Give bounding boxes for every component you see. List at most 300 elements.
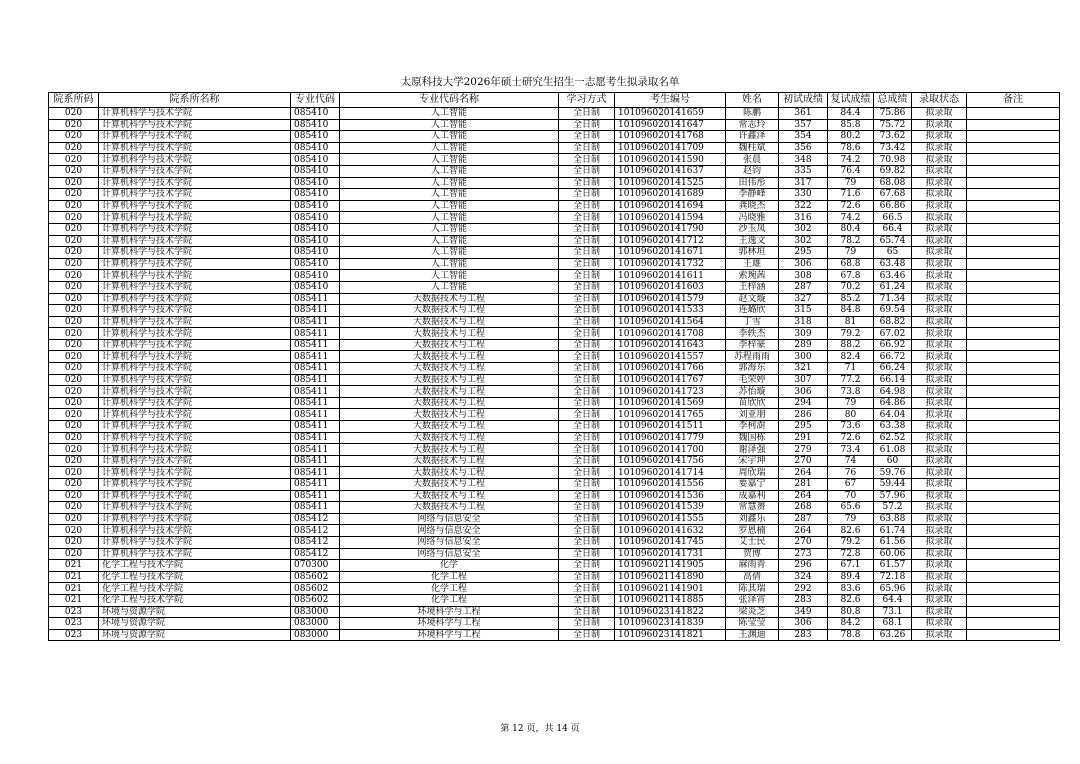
cell-dept-name: 计算机科学与技术学院 (99, 165, 291, 177)
cell-candidate-id: 101096020141637 (615, 165, 726, 177)
cell-major-name: 人工智能 (340, 270, 559, 282)
cell-admission-status: 拟录取 (912, 525, 967, 537)
cell-candidate-id: 101096020141579 (615, 293, 726, 305)
cell-admission-status: 拟录取 (912, 108, 967, 120)
cell-dept-code: 023 (49, 606, 99, 618)
cell-retest-score: 79.2 (828, 536, 874, 548)
cell-total-score: 75.72 (874, 119, 912, 131)
cell-dept-name: 计算机科学与技术学院 (99, 142, 291, 154)
cell-total-score: 64.04 (874, 409, 912, 421)
cell-admission-status: 拟录取 (912, 119, 967, 131)
cell-major-code: 085410 (291, 131, 340, 143)
cell-student-name: 梁炎芝 (726, 606, 779, 618)
cell-remarks (967, 281, 1060, 293)
cell-prelim-score: 264 (779, 467, 828, 479)
cell-study-mode: 全日制 (559, 606, 615, 618)
cell-major-name: 网络与信息安全 (340, 525, 559, 537)
cell-admission-status: 拟录取 (912, 235, 967, 247)
cell-major-name: 人工智能 (340, 258, 559, 270)
table-row (49, 536, 1060, 548)
cell-study-mode: 全日制 (559, 583, 615, 595)
cell-major-name: 网络与信息安全 (340, 548, 559, 560)
column-header-retest-score: 复试成绩 (828, 93, 874, 108)
cell-retest-score: 73.8 (828, 386, 874, 398)
cell-admission-status: 拟录取 (912, 316, 967, 328)
cell-total-score: 63.26 (874, 629, 912, 641)
cell-retest-score: 79 (828, 177, 874, 189)
cell-major-code: 085411 (291, 328, 340, 340)
cell-prelim-score: 324 (779, 571, 828, 583)
cell-major-name: 环境科学与工程 (340, 618, 559, 630)
cell-study-mode: 全日制 (559, 165, 615, 177)
cell-major-code: 085411 (291, 293, 340, 305)
cell-study-mode: 全日制 (559, 351, 615, 363)
cell-retest-score: 76 (828, 467, 874, 479)
cell-retest-score: 78.6 (828, 142, 874, 154)
cell-admission-status: 拟录取 (912, 455, 967, 467)
cell-dept-name: 计算机科学与技术学院 (99, 536, 291, 548)
cell-candidate-id: 101096021141885 (615, 594, 726, 606)
cell-remarks (967, 119, 1060, 131)
cell-candidate-id: 101096023141822 (615, 606, 726, 618)
cell-retest-score: 82.4 (828, 351, 874, 363)
cell-student-name: 贺博 (726, 548, 779, 560)
cell-remarks (967, 444, 1060, 456)
cell-major-code: 085411 (291, 502, 340, 514)
table-row (49, 223, 1060, 235)
cell-student-name: 周欣瑞 (726, 467, 779, 479)
cell-retest-score: 67.1 (828, 560, 874, 572)
cell-admission-status: 拟录取 (912, 629, 967, 641)
cell-major-name: 大数据技术与工程 (340, 502, 559, 514)
cell-remarks (967, 154, 1060, 166)
cell-dept-code: 020 (49, 119, 99, 131)
table-header-row (49, 93, 1060, 108)
cell-prelim-score: 289 (779, 339, 828, 351)
cell-study-mode: 全日制 (559, 397, 615, 409)
cell-retest-score: 79.2 (828, 328, 874, 340)
table-row (49, 490, 1060, 502)
cell-remarks (967, 131, 1060, 143)
cell-major-code: 085411 (291, 455, 340, 467)
cell-total-score: 70.98 (874, 154, 912, 166)
cell-dept-name: 计算机科学与技术学院 (99, 409, 291, 421)
cell-candidate-id: 101096020141611 (615, 270, 726, 282)
cell-major-name: 人工智能 (340, 165, 559, 177)
cell-admission-status: 拟录取 (912, 328, 967, 340)
cell-dept-name: 计算机科学与技术学院 (99, 339, 291, 351)
cell-admission-status: 拟录取 (912, 467, 967, 479)
cell-admission-status: 拟录取 (912, 409, 967, 421)
cell-remarks (967, 560, 1060, 572)
cell-retest-score: 72.6 (828, 200, 874, 212)
cell-major-code: 085410 (291, 281, 340, 293)
cell-retest-score: 67 (828, 479, 874, 491)
cell-total-score: 75.86 (874, 108, 912, 120)
cell-prelim-score: 349 (779, 606, 828, 618)
cell-dept-code: 020 (49, 351, 99, 363)
cell-student-name: 李柯澍 (726, 421, 779, 433)
table-row (49, 455, 1060, 467)
cell-retest-score: 68.8 (828, 258, 874, 270)
cell-remarks (967, 479, 1060, 491)
cell-admission-status: 拟录取 (912, 293, 967, 305)
cell-admission-status: 拟录取 (912, 339, 967, 351)
cell-dept-code: 020 (49, 548, 99, 560)
cell-candidate-id: 101096020141700 (615, 444, 726, 456)
cell-major-code: 085411 (291, 409, 340, 421)
table-row (49, 560, 1060, 572)
cell-retest-score: 71 (828, 363, 874, 375)
table-row (49, 316, 1060, 328)
cell-major-code: 085602 (291, 594, 340, 606)
cell-retest-score: 73.6 (828, 421, 874, 433)
cell-candidate-id: 101096020141590 (615, 154, 726, 166)
cell-prelim-score: 294 (779, 397, 828, 409)
cell-major-name: 人工智能 (340, 247, 559, 259)
cell-admission-status: 拟录取 (912, 270, 967, 282)
cell-dept-code: 020 (49, 536, 99, 548)
cell-major-code: 085411 (291, 397, 340, 409)
cell-prelim-score: 300 (779, 351, 828, 363)
table-row (49, 606, 1060, 618)
cell-candidate-id: 101096021141905 (615, 560, 726, 572)
cell-major-code: 085412 (291, 548, 340, 560)
cell-total-score: 57.2 (874, 502, 912, 514)
cell-dept-code: 020 (49, 397, 99, 409)
cell-total-score: 57.96 (874, 490, 912, 502)
cell-total-score: 68.08 (874, 177, 912, 189)
cell-dept-name: 计算机科学与技术学院 (99, 154, 291, 166)
cell-major-code: 085411 (291, 386, 340, 398)
cell-retest-score: 74.2 (828, 212, 874, 224)
cell-dept-name: 化学工程与技术学院 (99, 571, 291, 583)
cell-major-name: 人工智能 (340, 281, 559, 293)
table-row (49, 374, 1060, 386)
cell-major-name: 人工智能 (340, 108, 559, 120)
table-row (49, 270, 1060, 282)
cell-prelim-score: 315 (779, 305, 828, 317)
table-row (49, 513, 1060, 525)
cell-study-mode: 全日制 (559, 270, 615, 282)
cell-total-score: 59.76 (874, 467, 912, 479)
table-row (49, 386, 1060, 398)
cell-remarks (967, 594, 1060, 606)
cell-prelim-score: 270 (779, 536, 828, 548)
cell-student-name: 毛荣婷 (726, 374, 779, 386)
table-row (49, 618, 1060, 630)
table-row (49, 571, 1060, 583)
cell-total-score: 63.48 (874, 258, 912, 270)
cell-total-score: 64.98 (874, 386, 912, 398)
cell-dept-name: 计算机科学与技术学院 (99, 351, 291, 363)
cell-total-score: 65 (874, 247, 912, 259)
cell-total-score: 61.56 (874, 536, 912, 548)
cell-prelim-score: 317 (779, 177, 828, 189)
cell-candidate-id: 101096020141768 (615, 131, 726, 143)
cell-major-name: 人工智能 (340, 200, 559, 212)
cell-study-mode: 全日制 (559, 455, 615, 467)
cell-remarks (967, 235, 1060, 247)
table-row (49, 305, 1060, 317)
cell-study-mode: 全日制 (559, 409, 615, 421)
cell-total-score: 63.38 (874, 421, 912, 433)
cell-prelim-score: 307 (779, 374, 828, 386)
cell-admission-status: 拟录取 (912, 258, 967, 270)
cell-candidate-id: 101096020141708 (615, 328, 726, 340)
cell-study-mode: 全日制 (559, 247, 615, 259)
cell-dept-code: 020 (49, 305, 99, 317)
cell-study-mode: 全日制 (559, 560, 615, 572)
cell-dept-code: 020 (49, 479, 99, 491)
cell-remarks (967, 606, 1060, 618)
cell-dept-name: 计算机科学与技术学院 (99, 119, 291, 131)
cell-admission-status: 拟录取 (912, 421, 967, 433)
table-row (49, 502, 1060, 514)
cell-major-code: 085411 (291, 490, 340, 502)
cell-total-score: 71.34 (874, 293, 912, 305)
cell-study-mode: 全日制 (559, 328, 615, 340)
cell-dept-code: 020 (49, 374, 99, 386)
cell-total-score: 68.82 (874, 316, 912, 328)
cell-dept-code: 020 (49, 467, 99, 479)
cell-student-name: 王渊迪 (726, 629, 779, 641)
cell-major-code: 085412 (291, 536, 340, 548)
table-row (49, 154, 1060, 166)
cell-study-mode: 全日制 (559, 386, 615, 398)
cell-remarks (967, 212, 1060, 224)
cell-student-name: 陈其瑞 (726, 583, 779, 595)
cell-admission-status: 拟录取 (912, 131, 967, 143)
table-row (49, 119, 1060, 131)
cell-prelim-score: 308 (779, 270, 828, 282)
cell-study-mode: 全日制 (559, 490, 615, 502)
cell-major-name: 大数据技术与工程 (340, 455, 559, 467)
cell-dept-code: 020 (49, 513, 99, 525)
cell-study-mode: 全日制 (559, 235, 615, 247)
cell-study-mode: 全日制 (559, 536, 615, 548)
cell-prelim-score: 287 (779, 281, 828, 293)
cell-candidate-id: 101096020141790 (615, 223, 726, 235)
cell-major-code: 083000 (291, 606, 340, 618)
cell-prelim-score: 296 (779, 560, 828, 572)
cell-major-name: 人工智能 (340, 154, 559, 166)
cell-admission-status: 拟录取 (912, 583, 967, 595)
cell-prelim-score: 295 (779, 247, 828, 259)
cell-prelim-score: 306 (779, 618, 828, 630)
cell-student-name: 许鑫泽 (726, 131, 779, 143)
cell-student-name: 苗欣欣 (726, 397, 779, 409)
cell-candidate-id: 101096020141756 (615, 455, 726, 467)
column-header-remarks: 备注 (967, 93, 1060, 108)
cell-remarks (967, 421, 1060, 433)
cell-major-name: 人工智能 (340, 142, 559, 154)
cell-dept-code: 020 (49, 525, 99, 537)
cell-retest-score: 65.6 (828, 502, 874, 514)
cell-study-mode: 全日制 (559, 108, 615, 120)
cell-study-mode: 全日制 (559, 594, 615, 606)
cell-major-code: 085411 (291, 421, 340, 433)
cell-prelim-score: 268 (779, 502, 828, 514)
cell-candidate-id: 101096020141714 (615, 467, 726, 479)
cell-study-mode: 全日制 (559, 131, 615, 143)
cell-prelim-score: 330 (779, 189, 828, 201)
cell-total-score: 66.86 (874, 200, 912, 212)
cell-dept-code: 020 (49, 386, 99, 398)
cell-student-name: 索琬茜 (726, 270, 779, 282)
table-row (49, 351, 1060, 363)
cell-remarks (967, 583, 1060, 595)
cell-remarks (967, 548, 1060, 560)
cell-prelim-score: 287 (779, 513, 828, 525)
cell-admission-status: 拟录取 (912, 177, 967, 189)
cell-study-mode: 全日制 (559, 142, 615, 154)
cell-candidate-id: 101096020141539 (615, 502, 726, 514)
cell-major-code: 083000 (291, 629, 340, 641)
cell-major-name: 大数据技术与工程 (340, 432, 559, 444)
cell-dept-name: 环境与资源学院 (99, 606, 291, 618)
cell-study-mode: 全日制 (559, 223, 615, 235)
cell-admission-status: 拟录取 (912, 490, 967, 502)
cell-dept-name: 计算机科学与技术学院 (99, 548, 291, 560)
cell-dept-code: 020 (49, 281, 99, 293)
cell-total-score: 66.72 (874, 351, 912, 363)
cell-admission-status: 拟录取 (912, 548, 967, 560)
cell-total-score: 64.86 (874, 397, 912, 409)
cell-student-name: 常志玲 (726, 119, 779, 131)
cell-candidate-id: 101096020141671 (615, 247, 726, 259)
cell-dept-name: 计算机科学与技术学院 (99, 421, 291, 433)
cell-admission-status: 拟录取 (912, 189, 967, 201)
cell-admission-status: 拟录取 (912, 594, 967, 606)
cell-dept-name: 化学工程与技术学院 (99, 594, 291, 606)
cell-retest-score: 79 (828, 513, 874, 525)
cell-student-name: 李梓豪 (726, 339, 779, 351)
cell-retest-score: 83.6 (828, 583, 874, 595)
table-row (49, 165, 1060, 177)
cell-remarks (967, 618, 1060, 630)
cell-major-code: 085411 (291, 363, 340, 375)
cell-prelim-score: 281 (779, 479, 828, 491)
cell-major-name: 人工智能 (340, 223, 559, 235)
cell-major-name: 人工智能 (340, 212, 559, 224)
cell-study-mode: 全日制 (559, 548, 615, 560)
cell-remarks (967, 525, 1060, 537)
cell-retest-score: 72.8 (828, 548, 874, 560)
cell-retest-score: 70 (828, 490, 874, 502)
cell-dept-name: 环境与资源学院 (99, 629, 291, 641)
cell-major-name: 人工智能 (340, 235, 559, 247)
cell-dept-name: 环境与资源学院 (99, 618, 291, 630)
cell-remarks (967, 397, 1060, 409)
cell-retest-score: 72.6 (828, 432, 874, 444)
cell-candidate-id: 101096020141569 (615, 397, 726, 409)
cell-retest-score: 84.4 (828, 108, 874, 120)
cell-total-score: 69.82 (874, 165, 912, 177)
cell-student-name: 丁雪 (726, 316, 779, 328)
cell-total-score: 62.52 (874, 432, 912, 444)
cell-dept-code: 021 (49, 560, 99, 572)
cell-student-name: 苏程雨雨 (726, 351, 779, 363)
cell-major-name: 网络与信息安全 (340, 513, 559, 525)
cell-major-code: 085602 (291, 583, 340, 595)
cell-student-name: 魏柱斌 (726, 142, 779, 154)
cell-student-name: 冯晓雅 (726, 212, 779, 224)
cell-candidate-id: 101096020141765 (615, 409, 726, 421)
cell-study-mode: 全日制 (559, 467, 615, 479)
cell-total-score: 68.1 (874, 618, 912, 630)
cell-remarks (967, 142, 1060, 154)
cell-dept-code: 023 (49, 629, 99, 641)
cell-student-name: 高倩 (726, 571, 779, 583)
cell-retest-score: 78.8 (828, 629, 874, 641)
cell-prelim-score: 309 (779, 328, 828, 340)
cell-dept-code: 020 (49, 421, 99, 433)
table-row (49, 479, 1060, 491)
cell-dept-code: 020 (49, 339, 99, 351)
column-header-study-mode: 学习方式 (559, 93, 615, 108)
cell-student-name: 常慧赟 (726, 502, 779, 514)
cell-major-code: 085410 (291, 212, 340, 224)
cell-candidate-id: 101096020141694 (615, 200, 726, 212)
cell-study-mode: 全日制 (559, 177, 615, 189)
cell-student-name: 沙玉凤 (726, 223, 779, 235)
cell-study-mode: 全日制 (559, 281, 615, 293)
cell-remarks (967, 247, 1060, 259)
cell-dept-name: 计算机科学与技术学院 (99, 258, 291, 270)
cell-study-mode: 全日制 (559, 374, 615, 386)
cell-student-name: 张晨 (726, 154, 779, 166)
cell-candidate-id: 101096020141533 (615, 305, 726, 317)
cell-retest-score: 80 (828, 409, 874, 421)
cell-admission-status: 拟录取 (912, 165, 967, 177)
cell-student-name: 刘鑫乐 (726, 513, 779, 525)
cell-major-name: 人工智能 (340, 189, 559, 201)
cell-dept-code: 020 (49, 165, 99, 177)
cell-dept-code: 020 (49, 455, 99, 467)
cell-remarks (967, 536, 1060, 548)
cell-student-name: 王梓涵 (726, 281, 779, 293)
cell-admission-status: 拟录取 (912, 305, 967, 317)
cell-student-name: 苏怡璇 (726, 386, 779, 398)
cell-prelim-score: 357 (779, 119, 828, 131)
cell-major-code: 085410 (291, 177, 340, 189)
cell-admission-status: 拟录取 (912, 142, 967, 154)
cell-major-code: 085602 (291, 571, 340, 583)
cell-dept-code: 020 (49, 502, 99, 514)
cell-student-name: 张泽宵 (726, 594, 779, 606)
cell-retest-score: 82.6 (828, 594, 874, 606)
cell-prelim-score: 354 (779, 131, 828, 143)
cell-student-name: 王雄 (726, 258, 779, 270)
cell-dept-code: 020 (49, 108, 99, 120)
cell-remarks (967, 513, 1060, 525)
cell-remarks (967, 328, 1060, 340)
cell-dept-code: 020 (49, 270, 99, 282)
cell-dept-code: 020 (49, 490, 99, 502)
cell-dept-code: 020 (49, 444, 99, 456)
cell-dept-name: 计算机科学与技术学院 (99, 131, 291, 143)
cell-major-name: 大数据技术与工程 (340, 467, 559, 479)
table-row (49, 281, 1060, 293)
cell-remarks (967, 258, 1060, 270)
cell-admission-status: 拟录取 (912, 571, 967, 583)
table-row (49, 328, 1060, 340)
cell-prelim-score: 348 (779, 154, 828, 166)
cell-major-name: 化学工程 (340, 571, 559, 583)
cell-candidate-id: 101096020141647 (615, 119, 726, 131)
table-row (49, 177, 1060, 189)
